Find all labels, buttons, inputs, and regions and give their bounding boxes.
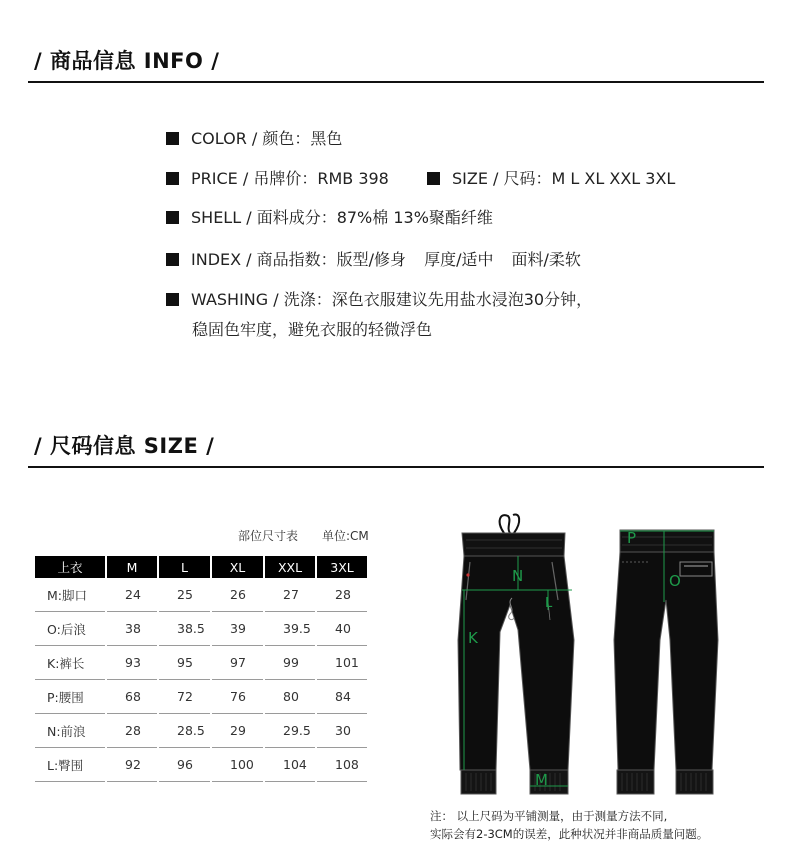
table-cell: 93 bbox=[107, 646, 157, 680]
index-label: INDEX / 商品指数： bbox=[191, 250, 337, 269]
info-section-title: / 商品信息 INFO / bbox=[34, 49, 220, 73]
pants-back-icon bbox=[614, 530, 718, 794]
label-k: K bbox=[468, 629, 478, 647]
label-o: O bbox=[669, 572, 681, 590]
header-cell: M bbox=[107, 556, 157, 578]
index-thickness: 厚度/适中 bbox=[424, 250, 494, 269]
label-n: N bbox=[512, 567, 524, 585]
table-cell: 39 bbox=[212, 612, 263, 646]
table-cell: 100 bbox=[212, 748, 263, 782]
size-note-line1: 注： 以上尺码为平铺测量，由于测量方法不同, bbox=[430, 809, 668, 823]
header-cell: 上衣 bbox=[35, 556, 105, 578]
size-section-title: / 尺码信息 SIZE / bbox=[34, 434, 215, 458]
index-fabric: 面料/柔软 bbox=[511, 250, 581, 269]
washing-text-line1: WASHING / 洗涤：深色衣服建议先用盐水浸泡30分钟， bbox=[191, 290, 593, 309]
table-cell: 29 bbox=[212, 714, 263, 748]
table-cell: 26 bbox=[212, 578, 263, 612]
table-cell: 24 bbox=[107, 578, 157, 612]
table-cell: 28.5 bbox=[159, 714, 210, 748]
table-cell: 40 bbox=[317, 612, 367, 646]
table-cell: 72 bbox=[159, 680, 210, 714]
table-cell: 39.5 bbox=[265, 612, 315, 646]
table-cell: 28 bbox=[317, 578, 367, 612]
table-cell: 95 bbox=[159, 646, 210, 680]
table-cell: 68 bbox=[107, 680, 157, 714]
table-cell: 38.5 bbox=[159, 612, 210, 646]
table-cell: 76 bbox=[212, 680, 263, 714]
index-fit: 版型/修身 bbox=[336, 250, 407, 269]
color-text: COLOR / 颜色：黑色 bbox=[191, 129, 343, 148]
table-cell: K:裤长 bbox=[35, 646, 105, 680]
table-cell: 27 bbox=[265, 578, 315, 612]
size-text: SIZE / 尺码：M L XL XXL 3XL bbox=[452, 169, 676, 188]
table-cell: O:后浪 bbox=[35, 612, 105, 646]
table-cell: 96 bbox=[159, 748, 210, 782]
table-cell: 38 bbox=[107, 612, 157, 646]
table-cell: 101 bbox=[317, 646, 367, 680]
shell-text: SHELL / 面料成分：87%棉 13%聚酯纤维 bbox=[191, 208, 493, 227]
size-note-line2: 实际会有2-3CM的误差，此种状况并非商品质量问题。 bbox=[430, 827, 709, 841]
table-cell: 104 bbox=[265, 748, 315, 782]
header-cell: 3XL bbox=[317, 556, 367, 578]
pants-front-icon bbox=[458, 514, 574, 794]
table-cell: 99 bbox=[265, 646, 315, 680]
table-cell: 108 bbox=[317, 748, 367, 782]
header-cell: L bbox=[159, 556, 210, 578]
table-cell: 30 bbox=[317, 714, 367, 748]
table-cell: 92 bbox=[107, 748, 157, 782]
washing-text-line2: 稳固色牢度，避免衣服的轻微浮色 bbox=[192, 320, 433, 339]
label-m: M bbox=[535, 771, 548, 789]
header-cell: XXL bbox=[265, 556, 315, 578]
table-cell: 25 bbox=[159, 578, 210, 612]
table-cell: P:腰围 bbox=[35, 680, 105, 714]
label-l: L bbox=[545, 596, 553, 611]
table-cell: 28 bbox=[107, 714, 157, 748]
table-cell: L:臀围 bbox=[35, 748, 105, 782]
table-cell: 84 bbox=[317, 680, 367, 714]
table-cell: 97 bbox=[212, 646, 263, 680]
table-cell: M:脚口 bbox=[35, 578, 105, 612]
table-cell: 80 bbox=[265, 680, 315, 714]
unit-label: 单位:CM bbox=[322, 529, 369, 543]
table-cell: N:前浪 bbox=[35, 714, 105, 748]
price-text: PRICE / 吊牌价：RMB 398 bbox=[191, 169, 389, 188]
measure-label: 部位尺寸表 bbox=[238, 529, 299, 543]
label-p: P bbox=[627, 529, 637, 547]
table-cell: 29.5 bbox=[265, 714, 315, 748]
header-cell: XL bbox=[212, 556, 263, 578]
